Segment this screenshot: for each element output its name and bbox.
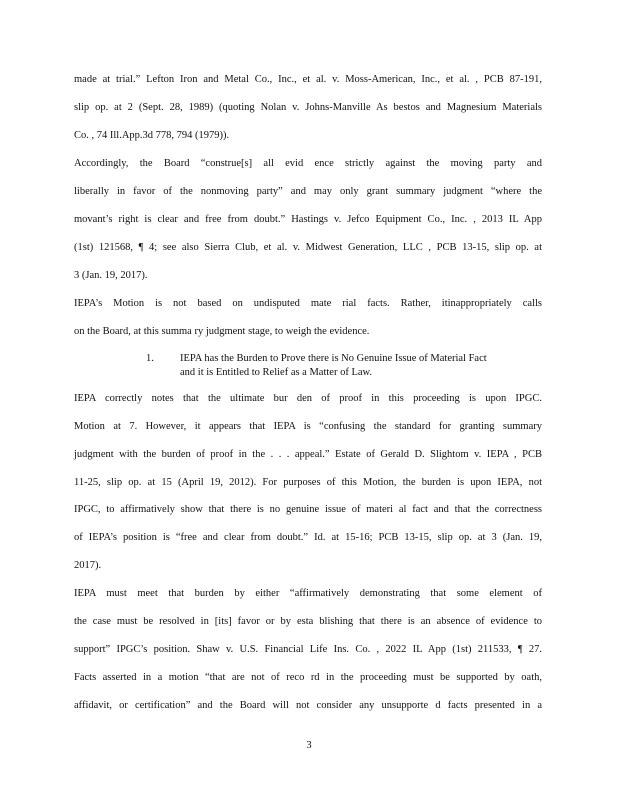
body-line: Motion at 7. However, it appears that IEPA is “confusing the standard for granting summary — [74, 421, 542, 432]
body-line: on the Board, at this summa ry judgment stage, to weigh the evidence. — [74, 326, 370, 337]
body-line: the case must be resolved in [its] favor or by esta blishing that there is an absence of evidence to — [74, 616, 542, 627]
body-line: Facts asserted in a motion “that are not of reco rd in the proceeding must be supported by oath, — [74, 672, 542, 683]
body-line: support” IPGC’s position. Shaw v. U.S. Financial Life Ins. Co. , 2022 IL App (1st) 211533, ¶ 27. — [74, 644, 542, 655]
body-line: IEPA’s Motion is not based on undisputed mate rial facts. Rather, itinappropriately calls — [74, 298, 542, 309]
body-line: IPGC, to affirmatively show that there is no genuine issue of materi al fact and that the correctness — [74, 504, 542, 515]
section-number: 1. — [146, 353, 154, 364]
section-heading-line: and it is Entitled to Relief as a Matter of Law. — [180, 367, 373, 378]
body-line: Co. , 74 Ill.App.3d 778, 794 (1979)). — [74, 130, 230, 141]
body-line: Accordingly, the Board “construe[s] all evid ence strictly against the moving party and — [74, 158, 542, 169]
body-line: slip op. at 2 (Sept. 28, 1989) (quoting Nolan v. Johns-Manville As bestos and Magnesium Materials — [74, 102, 542, 113]
body-line: movant’s right is clear and free from doubt.” Hastings v. Jefco Equipment Co., Inc. , 2013 IL App — [74, 214, 542, 225]
body-line: liberally in favor of the nonmoving party” and may only grant summary judgment “where the — [74, 186, 542, 197]
body-line: IEPA must meet that burden by either “affirmatively demonstrating that some element of — [74, 588, 542, 599]
body-line: 11-25, slip op. at 15 (April 19, 2012). For purposes of this Motion, the burden is upon IEPA, not — [74, 477, 542, 488]
body-line: affidavit, or certification” and the Board will not consider any unsupporte d facts presented in a — [74, 700, 542, 711]
body-line: (1st) 121568, ¶ 4; see also Sierra Club, et al. v. Midwest Generation, LLC , PCB 13-15, slip op. at — [74, 242, 542, 253]
body-line: of IEPA’s position is “free and clear from doubt.” Id. at 15-16; PCB 13-15, slip op. at 3 (Jan. 19, — [74, 532, 542, 543]
body-line: IEPA correctly notes that the ultimate bur den of proof in this proceeding is upon IPGC. — [74, 393, 542, 404]
body-line: judgment with the burden of proof in the . . . appeal.” Estate of Gerald D. Slightom v. IEPA , PCB — [74, 449, 542, 460]
body-line: 2017). — [74, 560, 102, 571]
page-number: 3 — [306, 740, 312, 751]
section-heading-line: IEPA has the Burden to Prove there is No Genuine Issue of Material Fact — [180, 353, 487, 364]
body-line: 3 (Jan. 19, 2017). — [74, 270, 148, 281]
body-line: made at trial.” Lefton Iron and Metal Co., Inc., et al. v. Moss-American, Inc., et al. , PCB 87-191, — [74, 74, 542, 85]
